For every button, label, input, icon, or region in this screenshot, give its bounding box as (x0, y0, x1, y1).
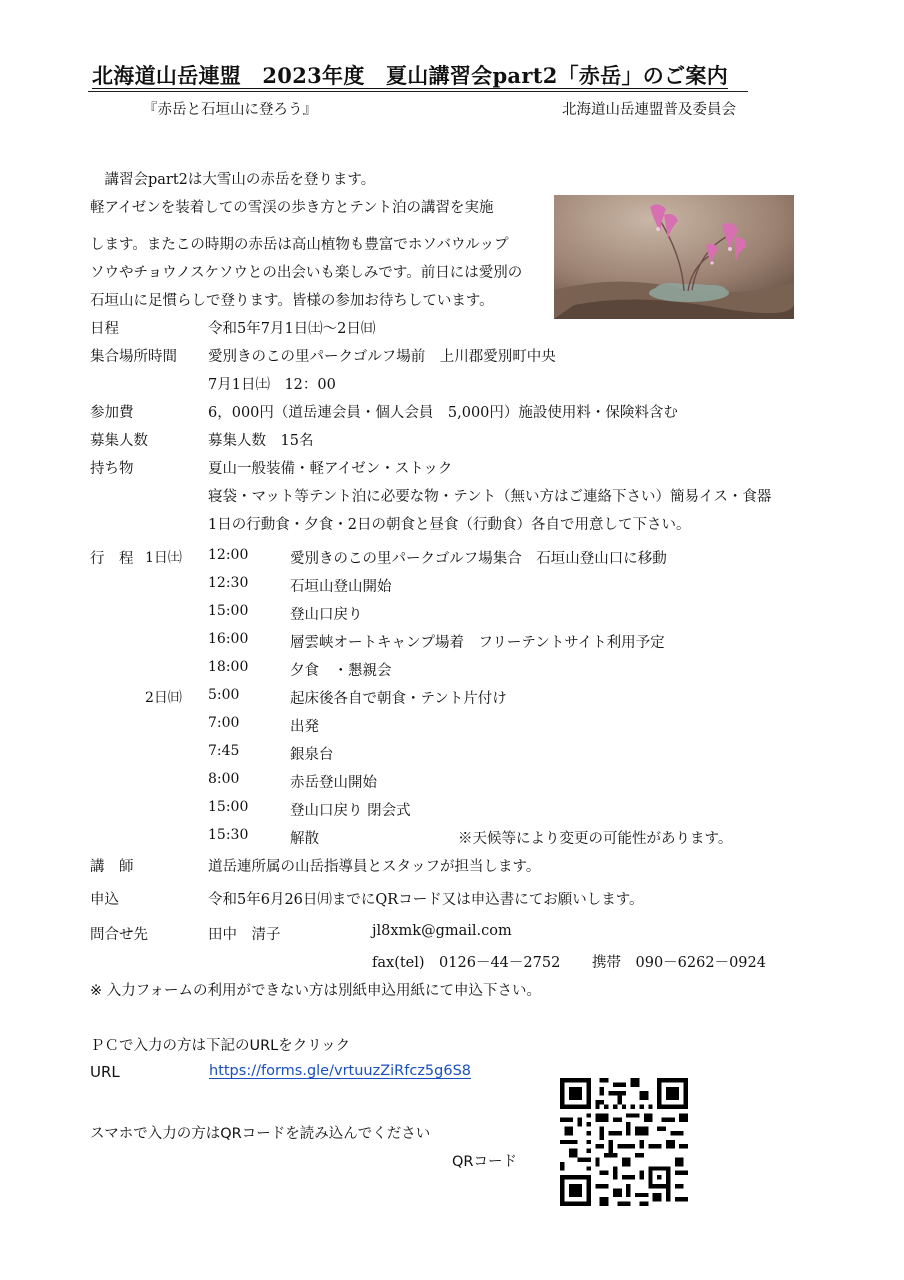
contact-mobile: 携帯 090－6262－0924 (592, 955, 766, 971)
phone-note: スマホで入力の方はQRコードを読み込んでください (90, 1126, 431, 1142)
url-label: URL (90, 1063, 120, 1081)
itinerary-activity: 起床後各自で朝食・テント片付け (290, 691, 507, 707)
flower-photo (554, 195, 794, 319)
fee-value: 6，000円（道岳連会員・個人会員 5,000円）施設使用料・保険料含む (208, 405, 678, 421)
items-label: 持ち物 (90, 461, 134, 477)
itinerary-time: 16:00 (208, 631, 249, 647)
items-line: 夏山一般装備・軽アイゼン・ストック (208, 461, 453, 477)
instructor-label: 講 師 (90, 859, 134, 875)
qr-label: QRコード (452, 1154, 517, 1170)
schedule-value: 令和5年7月1日㈯～2日㈰ (208, 321, 376, 337)
meeting-label: 集合場所時間 (90, 349, 177, 365)
form-note: ※ 入力フォームの利用ができない方は別紙申込用紙にて申込下さい。 (90, 983, 542, 999)
itinerary-label: 行 程 (90, 551, 134, 567)
fee-label: 参加費 (90, 405, 134, 421)
itinerary-activity: 層雲峡オートキャンプ場着 フリーテントサイト利用予定 (290, 635, 665, 651)
intro-line: 石垣山に足慣らしで登ります。皆様の参加お待ちしています。 (90, 293, 494, 309)
itinerary-activity: 夕食 ・懇親会 (290, 663, 392, 679)
schedule-label: 日程 (90, 321, 119, 337)
items-line: 寝袋・マット等テント泊に必要な物・テント（無い方はご連絡下さい）簡易イス・食器 (208, 489, 772, 505)
itinerary-time: 7:00 (208, 715, 240, 731)
pc-note: ＰＣで入力の方は下記のURLをクリック (90, 1038, 351, 1054)
itinerary-activity: 出発 (290, 719, 319, 735)
organizer: 北海道山岳連盟普及委員会 (562, 102, 736, 118)
itinerary-time: 15:00 (208, 799, 249, 815)
itinerary-activity: 石垣山登山開始 (290, 579, 392, 595)
apply-value: 令和5年6月26日㈪までにQRコード又は申込書にてお願いします。 (208, 892, 644, 908)
change-note: ※天候等により変更の可能性があります。 (458, 831, 733, 847)
day2-label: 2日㈰ (145, 690, 182, 706)
qr-code[interactable] (560, 1078, 688, 1206)
items-line: 1日の行動食・夕食・2日の朝食と昼食（行動食）各自で用意して下さい。 (208, 517, 691, 533)
itinerary-time: 8:00 (208, 771, 240, 787)
itinerary-time: 7:45 (208, 743, 240, 759)
itinerary-time: 12:00 (208, 547, 249, 563)
meeting-time: 7月1日㈯ 12：00 (208, 377, 336, 393)
intro-line: 講習会part2は大雪山の赤岳を登ります。 (90, 172, 376, 188)
contact-label: 問合せ先 (90, 927, 148, 943)
meeting-place: 愛別きのこの里パークゴルフ場前 上川郡愛別町中央 (208, 349, 556, 365)
itinerary-time: 12:30 (208, 575, 249, 591)
intro-line: 軽アイゼンを装着しての雪渓の歩き方とテント泊の講習を実施 (90, 200, 494, 216)
itinerary-activity: 愛別きのこの里パークゴルフ場集合 石垣山登山口に移動 (290, 551, 667, 567)
intro-line: ソウやチョウノスケソウとの出会いも楽しみです。前日には愛別の (90, 265, 523, 281)
apply-label: 申込 (90, 892, 119, 908)
itinerary-activity: 解散 (290, 831, 319, 847)
tagline: 『赤岳と石垣山に登ろう』 (143, 102, 317, 118)
itinerary-time: 18:00 (208, 659, 249, 675)
itinerary-activity: 登山口戻り (290, 607, 363, 623)
capacity-label: 募集人数 (90, 433, 148, 449)
itinerary-activity: 登山口戻り 閉会式 (290, 803, 411, 819)
itinerary-time: 15:30 (208, 827, 249, 843)
capacity-value: 募集人数 15名 (208, 433, 314, 449)
contact-name: 田中 清子 (208, 927, 281, 943)
contact-email[interactable]: jl8xmk@gmail.com (372, 923, 512, 939)
contact-fax: fax(tel) 0126－44－2752 (372, 955, 561, 971)
intro-line: します。またこの時期の赤岳は高山植物も豊富でホソバウルップ (90, 237, 509, 253)
day1-label: 1日㈯ (145, 550, 182, 566)
document-title: 北海道山岳連盟 2023年度 夏山講習会part2「赤岳」のご案内 (92, 63, 729, 88)
itinerary-time: 5:00 (208, 687, 240, 703)
instructor-value: 道岳連所属の山岳指導員とスタッフが担当します。 (208, 859, 541, 875)
title-underline (88, 91, 748, 92)
itinerary-activity: 赤岳登山開始 (290, 775, 377, 791)
itinerary-activity: 銀泉台 (290, 747, 334, 763)
form-url-link[interactable]: https://forms.gle/vrtuuzZiRfcz5g6S8 (209, 1063, 472, 1079)
itinerary-time: 15:00 (208, 603, 249, 619)
